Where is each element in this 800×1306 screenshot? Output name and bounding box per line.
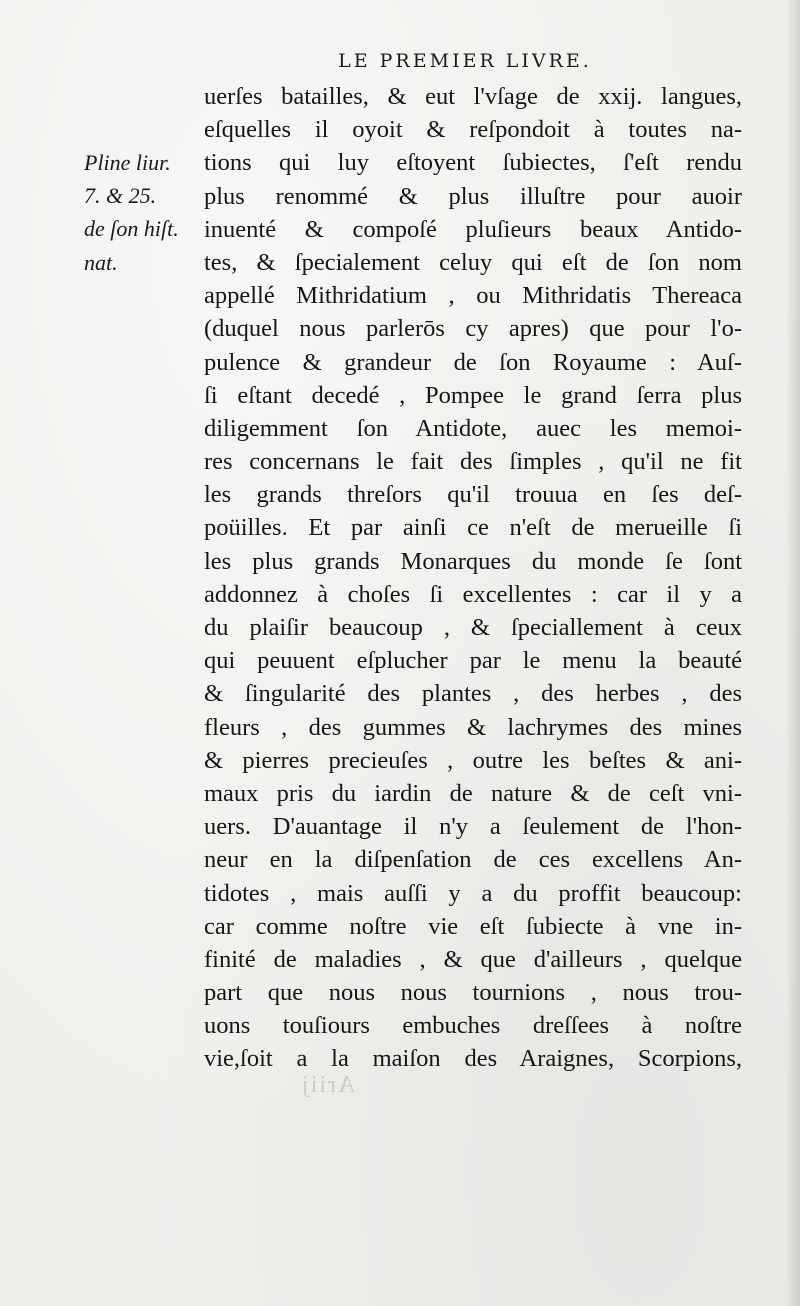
text-line: addonnez à choſes ſi excellentes : car il y a: [204, 580, 742, 608]
text-line: appellé Mithridatium , ou Mithridatis Thereaca: [204, 282, 742, 310]
margin-note: Pline liur.: [84, 150, 171, 175]
margin-note: de ſon hiſt.: [84, 216, 179, 242]
text-line: pulence & grandeur de ſon Royaume : Auſ-: [204, 348, 742, 376]
running-head: LE PREMIER LIVRE.: [338, 50, 592, 72]
page-edge-shadow: [786, 0, 800, 1306]
margin-notes: [84, 146, 204, 279]
text-line: part que nous nous tournions , nous trou-: [204, 979, 742, 1007]
text-line: car comme noſtre vie eſt ſubiecte à vne in-: [204, 912, 742, 940]
text-line: les plus grands Monarques du monde ſe ſont: [204, 547, 742, 575]
text-line: poüilles. Et par ainſi ce n'eſt de merueille ſi: [204, 514, 742, 542]
text-line: diligemment ſon Antidote, auec les memoi-: [204, 414, 742, 442]
margin-note: nat.: [84, 249, 118, 275]
bleed-through-text: Ariij: [300, 1072, 356, 1098]
text-line: neur en la diſpenſation de ces excellens An-: [204, 846, 742, 874]
text-line: uers. D'auantage il n'y a ſeulement de l'hon-: [204, 813, 742, 841]
text-line: finité de maladies , & que d'ailleurs , quelque: [204, 945, 742, 973]
text-line: vie,ſoit a la maiſon des Araignes, Scorpions,: [204, 1045, 742, 1073]
text-line: maux pris du iardin de nature & de ceſt vni-: [204, 779, 742, 807]
text-line: qui peuuent eſplucher par le menu la beauté: [204, 647, 742, 675]
text-line: inuenté & compoſé pluſieurs beaux Antido-: [204, 215, 742, 243]
text-line: du plaiſir beaucoup , & ſpeciallement à ceux: [204, 614, 742, 641]
text-line: (duquel nous parlerōs cy apres) que pour l'o-: [204, 315, 742, 343]
text-line: uerſes batailles, & eut l'vſage de xxij. langues,: [204, 83, 742, 110]
text-line: & ſingularité des plantes , des herbes , des: [204, 680, 742, 708]
body-text: [204, 80, 742, 1076]
text-line: & pierres precieuſes , outre les beſtes & ani-: [204, 746, 742, 774]
text-line: eſquelles il oyoit & reſpondoit à toutes na-: [204, 116, 742, 144]
margin-note: 7. & 25.: [84, 183, 157, 209]
text-line: plus renommé & plus illuſtre pour auoir: [204, 182, 742, 210]
text-line: les grands threſors qu'il trouua en ſes deſ-: [204, 481, 742, 509]
text-line: uons touſiours embuches dreſſees à noſtre: [204, 1012, 742, 1040]
text-line: res concernans le fait des ſimples , qu'il ne fit: [204, 448, 742, 476]
text-line: ſi eſtant decedé , Pompee le grand ſerra plus: [204, 381, 742, 409]
text-line: tidotes , mais auſſi y a du proffit beaucoup:: [204, 879, 742, 907]
text-line: fleurs , des gummes & lachrymes des mines: [204, 713, 742, 741]
text-line: tions qui luy eſtoyent ſubiectes, ſ'eſt rendu: [204, 149, 742, 177]
text-line: tes, & ſpecialement celuy qui eſt de ſon nom: [204, 248, 742, 276]
